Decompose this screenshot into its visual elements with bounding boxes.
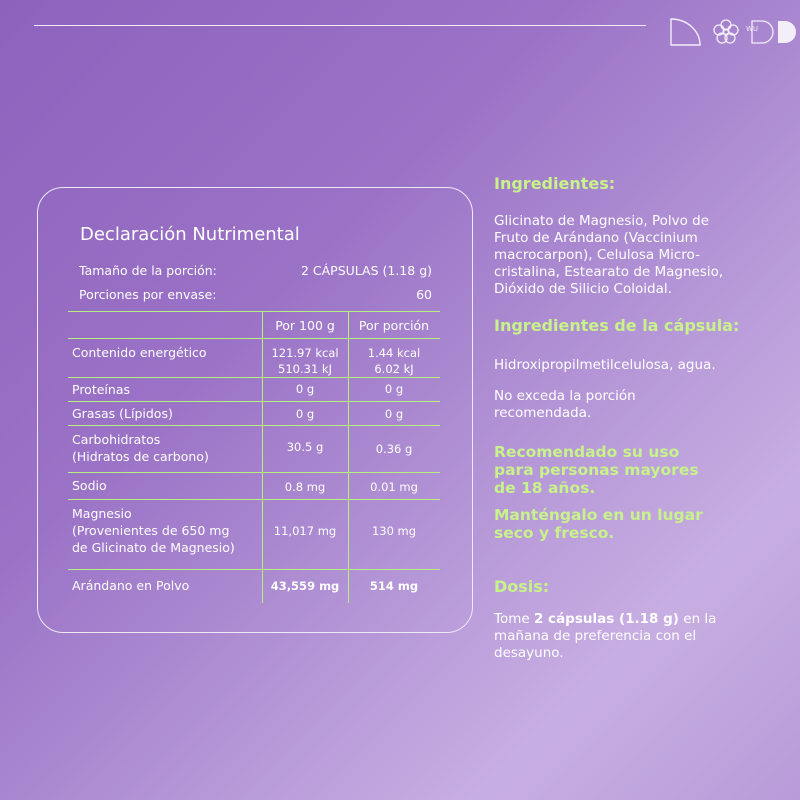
row-label-magnesium: Magnesio bbox=[72, 506, 132, 521]
cranberry-serving: 514 mg bbox=[369, 579, 419, 593]
servings-label: Porciones por envase: bbox=[79, 287, 217, 302]
dose-post: en la bbox=[678, 611, 717, 627]
fats-per100: 0 g bbox=[295, 407, 315, 421]
col-per100-header: Por 100 g bbox=[275, 318, 335, 333]
storage-line: seco y fresco. bbox=[494, 524, 615, 542]
table-line bbox=[68, 425, 440, 426]
table-line bbox=[68, 499, 440, 500]
row-label-cranberry: Arándano en Polvo bbox=[72, 578, 190, 593]
ingredients-line: macrocarpon), Celulosa Micro- bbox=[494, 247, 700, 263]
dose-amount: 2 cápsulas (1.18 g) bbox=[533, 611, 679, 627]
row-label-carbs: Carbohidratos bbox=[72, 432, 161, 447]
storage-line: Manténgalo en un lugar bbox=[494, 506, 703, 524]
ingredients-heading: Ingredientes: bbox=[494, 174, 616, 193]
energy-serving-kj: 6.02 kJ bbox=[374, 362, 414, 376]
serving-size-label: Tamaño de la porción: bbox=[79, 263, 217, 278]
capsule-heading: Ingredientes de la cápsula: bbox=[494, 316, 740, 335]
table-line bbox=[68, 401, 440, 402]
servings-value: 60 bbox=[416, 287, 432, 302]
sodium-per100: 0.8 mg bbox=[284, 480, 326, 494]
energy-serving-kcal: 1.44 kcal bbox=[367, 346, 421, 360]
storage-text bbox=[494, 506, 754, 542]
energy-per100-kcal: 121.97 kcal bbox=[271, 346, 339, 360]
table-line bbox=[68, 472, 440, 473]
capsule-text: Hidroxipropilmetilcelulosa, agua. bbox=[494, 357, 716, 373]
dose-line-2: mañana de preferencia con el bbox=[494, 628, 697, 644]
table-line bbox=[68, 338, 440, 339]
proteins-serving: 0 g bbox=[384, 382, 404, 396]
flower-icon bbox=[712, 18, 740, 46]
col-per-serving-header: Por porción bbox=[358, 318, 430, 333]
row-label-proteins: Proteínas bbox=[72, 382, 130, 397]
quarter-circle-icon bbox=[668, 17, 704, 47]
ingredients-line: cristalina, Estearato de Magnesio, bbox=[494, 264, 724, 280]
dose-text bbox=[494, 611, 764, 662]
ingredients-line: Dióxido de Silicio Coloidal. bbox=[494, 281, 672, 297]
logo-text: WU bbox=[746, 25, 759, 33]
ingredients-text bbox=[494, 213, 764, 298]
warning-line: recomendada. bbox=[494, 405, 592, 421]
dose-line-1 bbox=[494, 611, 764, 628]
top-divider bbox=[34, 25, 646, 26]
serving-size-value: 2 CÁPSULAS (1.18 g) bbox=[300, 263, 432, 278]
magnesium-serving: 130 mg bbox=[371, 524, 417, 538]
ingredients-line: Glicinato de Magnesio, Polvo de bbox=[494, 213, 710, 229]
warning-text bbox=[494, 388, 764, 422]
dose-line-3: desayuno. bbox=[494, 645, 564, 661]
recommendation-line: para personas mayores bbox=[494, 461, 699, 479]
table-line bbox=[68, 311, 440, 312]
recommendation-text bbox=[494, 443, 754, 497]
table-line bbox=[68, 377, 440, 378]
proteins-per100: 0 g bbox=[295, 382, 315, 396]
magnesium-per100: 11,017 mg bbox=[273, 524, 337, 538]
row-label-carbs-sub: (Hidratos de carbono) bbox=[72, 449, 209, 464]
ingredients-line: Fruto de Arándano (Vaccinium bbox=[494, 230, 698, 246]
warning-line: No exceda la porción bbox=[494, 388, 636, 404]
nutrition-title: Declaración Nutrimental bbox=[80, 224, 300, 245]
dose-heading: Dosis: bbox=[494, 577, 550, 596]
row-label-magnesium-sub1: (Provenientes de 650 mg bbox=[72, 523, 230, 538]
dose-pre: Tome bbox=[494, 611, 534, 627]
table-line bbox=[68, 569, 440, 570]
carbs-per100: 30.5 g bbox=[286, 440, 324, 454]
recommendation-line: de 18 años. bbox=[494, 479, 596, 497]
row-label-fats: Grasas (Lípidos) bbox=[72, 406, 173, 421]
energy-per100-kj: 510.31 kJ bbox=[278, 362, 332, 376]
fats-serving: 0 g bbox=[384, 407, 404, 421]
recommendation-line: Recomendado su uso bbox=[494, 443, 680, 461]
row-label-energy: Contenido energético bbox=[72, 345, 207, 360]
sodium-serving: 0.01 mg bbox=[370, 480, 418, 494]
cranberry-per100: 43,559 mg bbox=[270, 579, 340, 593]
row-label-magnesium-sub2: de Glicinato de Magnesio) bbox=[72, 540, 235, 555]
carbs-serving: 0.36 g bbox=[375, 442, 413, 456]
wu-d-logo bbox=[748, 18, 798, 46]
brand-logos bbox=[668, 17, 798, 47]
row-label-sodium: Sodio bbox=[72, 478, 107, 493]
